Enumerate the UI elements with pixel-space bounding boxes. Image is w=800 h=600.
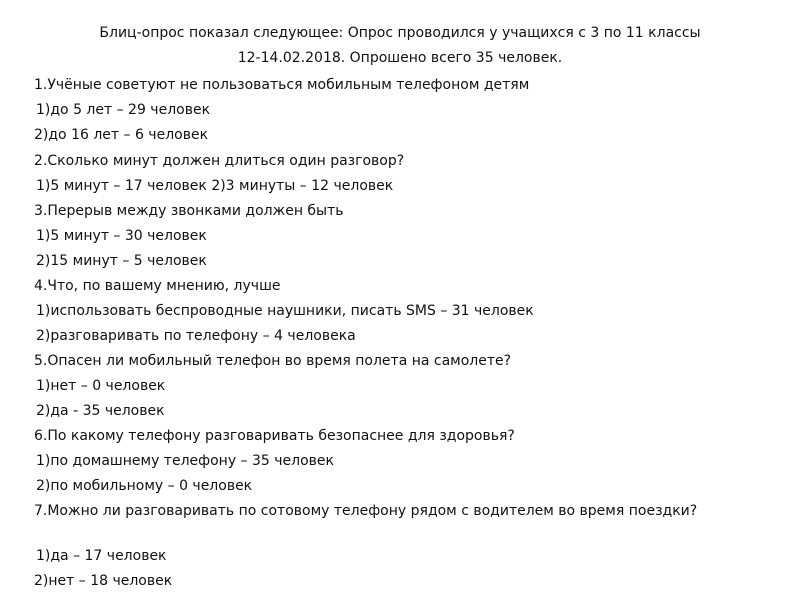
answer-7-1: 1)да – 17 человек: [36, 548, 167, 564]
question-4: 4.Что, по вашему мнению, лучше: [34, 278, 281, 294]
answer-5-2: 2)да - 35 человек: [36, 403, 165, 419]
answer-1-2: 2)до 16 лет – 6 человек: [34, 127, 209, 143]
question-1: 1.Учёные советуют не пользоваться мобильным телефоном детям: [34, 77, 530, 93]
answer-5-1: 1)нет – 0 человек: [36, 378, 166, 394]
answer-6-2: 2)по мобильному – 0 человек: [36, 478, 253, 494]
answer-7-2: 2)нет – 18 человек: [34, 573, 173, 589]
question-2: 2.Сколько минут должен длиться один разговор?: [34, 153, 405, 169]
question-3: 3.Перерыв между звонками должен быть: [34, 203, 344, 219]
answer-4-2: 2)разговаривать по телефону – 4 человека: [36, 328, 356, 344]
header-line-2: 12-14.02.2018. Опрошено всего 35 человек.: [237, 50, 563, 66]
answer-6-1: 1)по домашнему телефону – 35 человек: [36, 453, 334, 469]
question-6: 6.По какому телефону разговаривать безопаснее для здоровья?: [34, 428, 515, 444]
answer-1-1: 1)до 5 лет – 29 человек: [36, 102, 211, 118]
answer-3-2: 2)15 минут – 5 человек: [36, 253, 207, 269]
question-5: 5.Опасен ли мобильный телефон во время полета на самолете?: [34, 353, 512, 369]
question-7: 7.Можно ли разговаривать по сотовому телефону рядом с водителем во время поездки?: [34, 503, 698, 519]
answer-4-1: 1)использовать беспроводные наушники, писать SMS – 31 человек: [36, 303, 534, 319]
answer-3-1: 1)5 минут – 30 человек: [36, 228, 207, 244]
answers-2: 1)5 минут – 17 человек 2)3 минуты – 12 человек: [36, 178, 394, 194]
header-line-1: Блиц-опрос показал следующее: Опрос проводился у учащихся с 3 по 11 классы: [99, 25, 701, 41]
